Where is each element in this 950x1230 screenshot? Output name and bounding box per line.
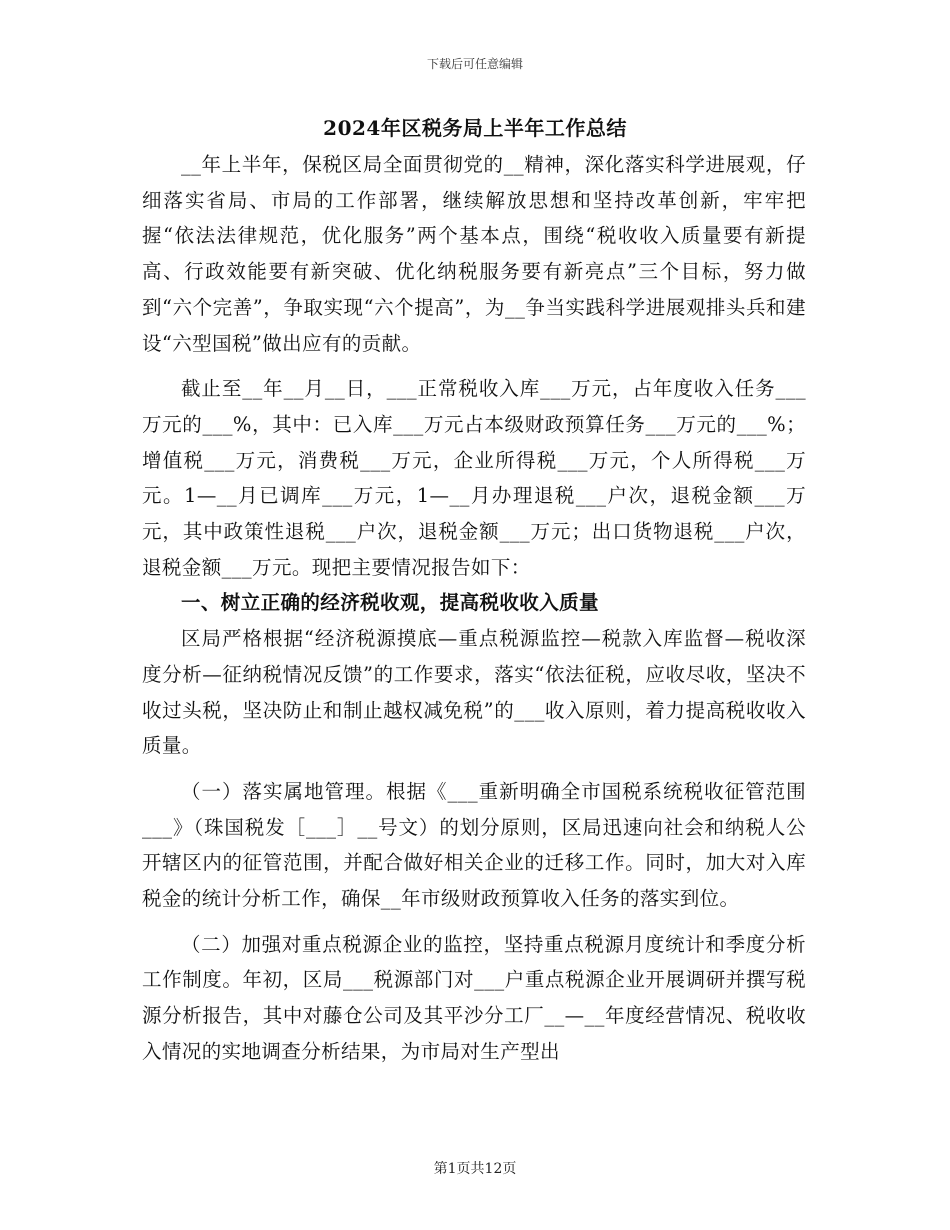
document-title: 2024年区税务局上半年工作总结	[323, 116, 627, 140]
section-heading: 一、树立正确的经济税收观，提高税收收入质量	[181, 591, 599, 615]
document-body	[142, 147, 806, 1070]
subsection-paragraph: （二）加强对重点税源企业的监控，坚持重点税源月度统计和季度分析工作制度。年初，区局___税源部门对___户重点税源企业开展调研并撰写税源分析报告，其中对藤仓公司及其平沙分工厂__—__年度经营情况、税收收入情况的实地调查分析结果，为市局对生产型出	[142, 932, 806, 1063]
section-paragraph: 区局严格根据“经济税源摸底—重点税源监控—税款入库监督—税收深度分析—征纳税情况反馈”的工作要求，落实“依法征税，应收尽收，坚决不收过头税，坚决防止和制止越权减免税”的___收入原则，着力提高税收收入质量。	[142, 627, 806, 758]
revenue-summary-paragraph: 截止至__年__月__日，___正常税收入库___万元，占年度收入任务___万元的___%，其中：已入库___万元占本级财政预算任务___万元的___%；增值税___万元，消费税___万元，企业所得税___万元，个人所得税___万元。1—__月已调库___万元，1—__月办理退税___户次，退税金额___万元，其中政策性退税___户次，退税金额___万元；出口货物退税___户次，退税金额___万元。现把主要情况报告如下：	[142, 377, 806, 579]
subsection-paragraph: （一）落实属地管理。根据《___重新明确全市国税系统税收征管范围___》（珠国税发［___］__号文）的划分原则，区局迅速向社会和纳税人公开辖区内的征管范围，并配合做好相关企业的迁移工作。同时，加大对入库税金的统计分析工作，确保__年市级财政预算收入任务的落实到位。	[142, 779, 806, 911]
intro-paragraph: __年上半年，保税区局全面贯彻党的__精神，深化落实科学进展观，仔细落实省局、市局的工作部署，继续解放思想和坚持改革创新，牢牢把握“依法法律规范，优化服务”两个基本点，围绕“税收收入质量要有新提高、行政效能要有新突破、优化纳税服务要有新亮点”三个目标，努力做到“六个完善”，争取实现“六个提高”，为__争当实践科学进展观排头兵和建设“六型国税”做出应有的贡献。	[142, 153, 806, 355]
header-note: 下载后可任意编辑	[426, 57, 523, 71]
page-number: 第1页共12页	[433, 1161, 517, 1177]
